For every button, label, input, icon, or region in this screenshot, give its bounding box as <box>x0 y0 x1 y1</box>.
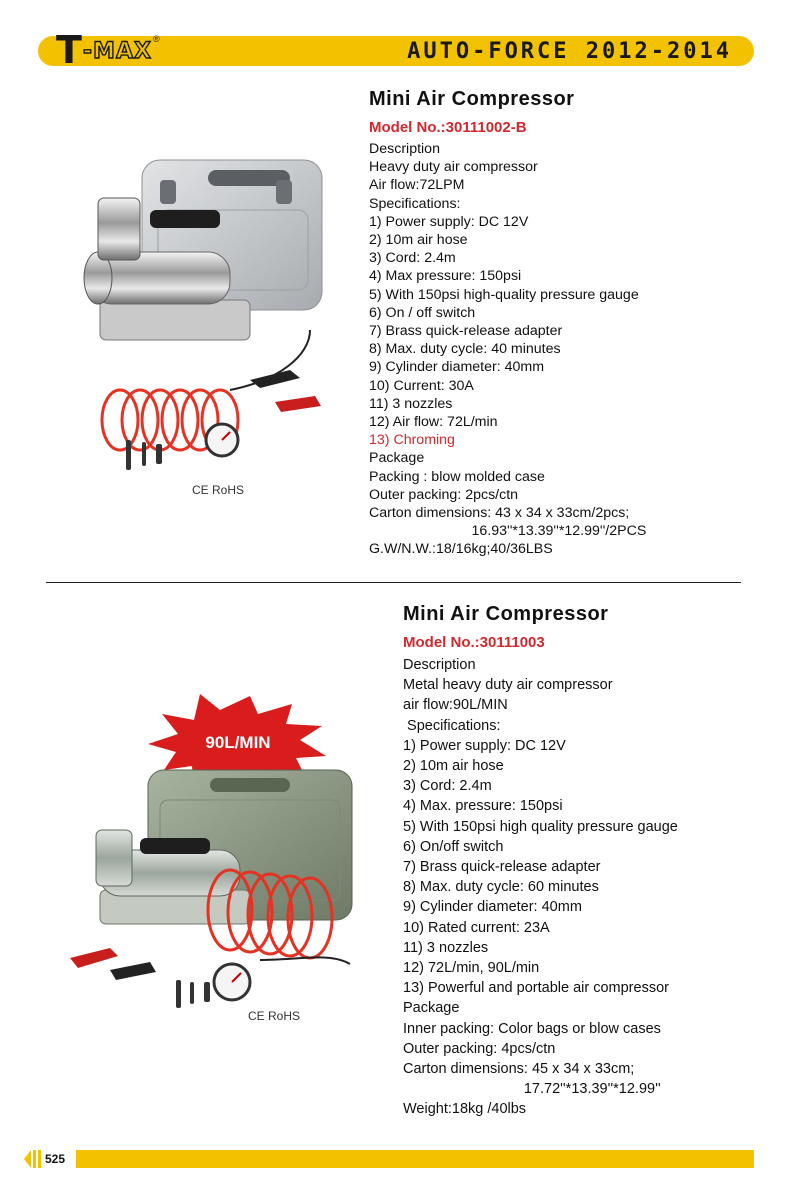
product-title: Mini Air Compressor <box>403 603 609 625</box>
product-title: Mini Air Compressor <box>369 88 575 110</box>
spec-line: 9) Cylinder diameter: 40mm <box>403 899 582 916</box>
spec-line: 17.72''*13.39''*12.99'' <box>403 1081 661 1098</box>
product-image-green-compressor <box>60 690 370 1030</box>
spec-line: 10) Rated current: 23A <box>403 919 550 936</box>
battery-clamps <box>250 370 321 412</box>
pressure-gauge <box>206 424 238 456</box>
ce-rohs-label: CE RoHS <box>248 1009 301 1023</box>
spec-line: 5) With 150psi high-quality pressure gauge <box>369 286 639 303</box>
product-spec-block-2 <box>403 603 783 1120</box>
section-divider <box>46 582 741 583</box>
spec-line: Package <box>403 1000 460 1017</box>
spec-line: 2) 10m air hose <box>369 232 468 249</box>
spec-line: G.W/N.W.:18/16kg;40/36LBS <box>369 541 553 558</box>
spec-line: Metal heavy duty air compressor <box>403 677 613 694</box>
spec-line: 16.93''*13.39''*12.99''/2PCS <box>369 523 647 540</box>
spec-line: 1) Power supply: DC 12V <box>369 213 529 230</box>
spec-line: Carton dimensions: 45 x 34 x 33cm; <box>403 1061 635 1078</box>
ce-rohs-label: CE RoHS <box>192 483 245 497</box>
nozzles <box>176 980 210 1008</box>
spec-line: Heavy duty air compressor <box>369 159 538 176</box>
pressure-gauge <box>214 964 250 1000</box>
product-spec-block-1 <box>369 88 779 559</box>
brand-logo <box>56 26 160 70</box>
product-image-chrome-compressor <box>80 140 330 510</box>
spec-line: 9) Cylinder diameter: 40mm <box>369 359 545 376</box>
page-number: 525 <box>45 1152 66 1166</box>
spec-line: 11) 3 nozzles <box>403 939 489 956</box>
spec-line: 12) 72L/min, 90L/min <box>403 960 540 977</box>
spec-line: 6) On / off switch <box>369 304 476 321</box>
spec-line: 5) With 150psi high quality pressure gauge <box>403 818 678 835</box>
logo-letter-t: T <box>56 28 82 72</box>
model-number: Model No.:30111003 <box>403 634 545 651</box>
flow-rate-badge-text: 90L/MIN <box>205 733 271 752</box>
spec-list <box>369 140 779 559</box>
catalog-title: AUTO-FORCE 2012-2014 <box>407 39 732 64</box>
spec-line: Outer packing: 4pcs/ctn <box>403 1040 556 1057</box>
page-marker <box>24 1150 65 1168</box>
spec-line: Specifications: <box>403 717 501 734</box>
logo-wordmark: -MAX <box>82 39 152 64</box>
footer-band <box>76 1150 754 1168</box>
spec-line: 13) Powerful and portable air compressor <box>403 980 669 997</box>
spec-line: 11) 3 nozzles <box>369 395 453 412</box>
spec-line: Specifications: <box>369 195 461 212</box>
spec-line: 7) Brass quick-release adapter <box>403 859 601 876</box>
spec-line: Packing : blow molded case <box>369 468 545 485</box>
spec-line: 7) Brass quick-release adapter <box>369 323 563 340</box>
spec-line: 3) Cord: 2.4m <box>369 250 456 267</box>
spec-line: 12) Air flow: 72L/min <box>369 414 498 431</box>
spec-line: 8) Max. duty cycle: 40 minutes <box>369 341 561 358</box>
spec-line-highlight: 13) Chroming <box>369 432 455 449</box>
page-chevron-icon <box>24 1150 31 1168</box>
spec-line: Package <box>369 450 425 467</box>
spec-line: 8) Max. duty cycle: 60 minutes <box>403 879 599 896</box>
spec-line: 2) 10m air hose <box>403 758 504 775</box>
battery-clamps <box>70 948 156 980</box>
spec-line: Description <box>403 657 476 673</box>
spec-line: 3) Cord: 2.4m <box>403 778 492 795</box>
spec-line: 6) On/off switch <box>403 838 504 855</box>
logo-registered-mark: ® <box>152 34 160 44</box>
spec-line: 4) Max. pressure: 150psi <box>403 798 563 815</box>
spec-line: Weight:18kg /40lbs <box>403 1101 527 1118</box>
spec-line: Outer packing: 2pcs/ctn <box>369 486 519 503</box>
spec-line: 4) Max pressure: 150psi <box>369 268 522 285</box>
spec-line: Carton dimensions: 43 x 34 x 33cm/2pcs; <box>369 505 630 522</box>
model-number: Model No.:30111002-B <box>369 119 527 136</box>
spec-line: Air flow:72LPM <box>369 177 465 194</box>
page-bars-icon <box>33 1150 41 1168</box>
spec-line: Inner packing: Color bags or blow cases <box>403 1020 661 1037</box>
spec-list <box>403 655 783 1120</box>
spec-line: air flow:90L/MIN <box>403 697 508 714</box>
spec-line: 10) Current: 30A <box>369 377 474 394</box>
spec-line: Description <box>369 141 440 157</box>
spec-line: 1) Power supply: DC 12V <box>403 737 566 754</box>
